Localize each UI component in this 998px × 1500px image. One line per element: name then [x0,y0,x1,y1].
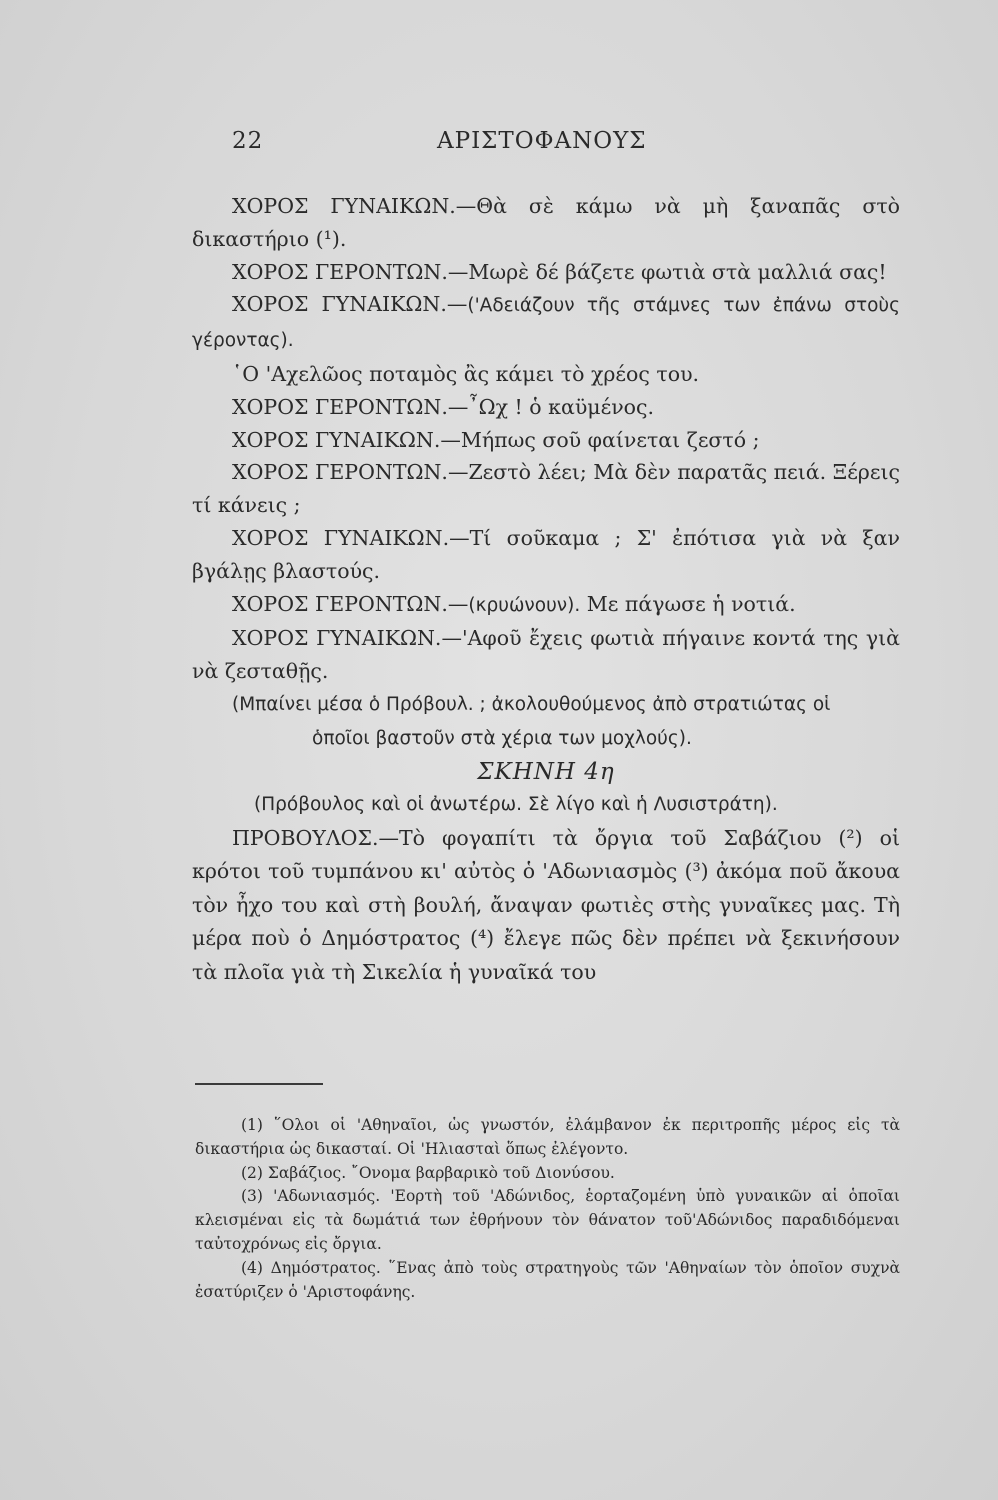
dialogue-line: ΧΟΡΟΣ ΓΕΡΟΝΤΩΝ.—Μωρὲ δέ βάζετε φωτιὰ στὰ μαλλιά σας! [232,259,887,284]
inline-stage-direction: (κρυώνουν). [468,594,581,616]
speaker-name: ΧΟΡΟΣ ΓΥΝΑΙΚΩΝ.— [232,292,468,317]
stage-direction-line2: ὁποῖοι βαστοῦν στὰ χέρια των μοχλούς). [312,727,692,749]
dialogue-line: ΧΟΡΟΣ ΓΥΝΑΙΚΩΝ.—Μήπως σοῦ φαίνεται ζεστό ; [232,427,760,452]
scene-stage-direction: (Πρόβουλος καὶ οἱ ἀνωτέρω. Σὲ λίγο καὶ ἡ Λυσιστράτη). [254,793,778,815]
footnotes [195,1114,900,1304]
dialogue-line: ῾Ο 'Αχελῶος ποταμὸς ἂς κάμει τὸ χρέος του. [232,361,700,386]
dialogue-line: ΧΟΡΟΣ ΓΥΝΑΙΚΩΝ.—Τί σοῦκαμα ; Σ' ἐπότισα γιὰ νὰ ξαν βγάλῃς βλαστούς. [192,525,900,583]
page-header [232,128,832,160]
running-title: ΑΡΙΣΤΟΦΑΝΟΥΣ [437,128,647,154]
footnote: (1) ῞Ολοι οἱ 'Αθηναῖοι, ὡς γνωστόν, ἐλάμβανον ἐκ περιτροπῆς μέρος εἰς τὰ δικαστήρια ὡς δικασταί. Οἱ 'Ηλιασταὶ ὅπως ἐλέγοντο. [195,1116,900,1158]
main-text [192,190,900,989]
dialogue-line: ΧΟΡΟΣ ΓΕΡΟΝΤΩΝ.—Ζεστὸ λέει; Μὰ δὲν παρατᾶς πειά. Ξέρεις τί κάνεις ; [192,460,900,518]
footnote: (4) Δημόστρατος. ῞Ενας ἀπὸ τοὺς στρατηγοὺς τῶν 'Αθηναίων τὸν ὁποῖον συχνὰ ἐσατύριζεν ὁ 'Αριστοφάνης. [195,1258,900,1301]
prose-paragraph: ΠΡΟΒΟΥΛΟΣ.—Τὸ φογαπίτι τὰ ὄργια τοῦ Σαβάζιου (²) οἱ κρότοι τοῦ τυμπάνου κι' αὐτὸς ὁ 'Αδωνιασμὸς (³) ἀκόμα ποῦ ἄκουα τὸν ἦχο του καὶ στὴ βουλή, ἄναψαν φωτιὲς στὴς γυναῖκες μας. Τὴ μέρα ποὺ ὁ Δημόστρατος (⁴) ἔλεγε πῶς δὲν πρέπει νὰ ξεκινήσουν τὰ πλοῖα γιὰ τὴ Σικελία ἡ γυναῖκά του [192,825,900,984]
stage-direction [192,688,900,756]
dialogue-rest: Με πάγωσε ἡ νοτιά. [580,591,796,616]
dialogue-line [192,288,900,358]
inline-stage-direction: ('Αδειάζουν τῆς στάμνες των ἐπάνω στοὺς γέροντας). [192,295,900,352]
dialogue-line: ΧΟΡΟΣ ΓΥΝΑΙΚΩΝ.—Θὰ σὲ κάμω νὰ μὴ ξαναπᾶς στὸ δικαστήριο (¹). [192,194,900,251]
footnote: (3) 'Αδωνιασμός. 'Εορτὴ τοῦ 'Αδώνιδος, ἑορταζομένη ὑπὸ γυναικῶν αἱ ὁποῖαι κλεισμέναι εἰς τὰ δωμάτιά των ἐθρήνουν τὸν θάνατον τοῦ'Αδώνιδος παραδιδόμεναι ταὐτοχρόνως εἰς ὄργια. [195,1187,900,1253]
page-number: 22 [232,128,264,154]
dialogue-line [192,588,900,623]
footnote-divider [195,1083,323,1085]
speaker-name: ΧΟΡΟΣ ΓΕΡΟΝΤΩΝ.— [232,591,469,616]
dialogue-line: ΧΟΡΟΣ ΓΕΡΟΝΤΩΝ.—῏Ωχ ! ὁ καϋμένος. [232,394,655,419]
scene-title: ΣΚΗΝΗ 4η [477,758,615,785]
stage-direction-line1: (Μπαίνει μέσα ὁ Πρόβουλ. ; ἀκολουθούμενος ἀπὸ στρατιώτας οἱ [232,693,831,715]
footnote: (2) Σαβάζιος. ῎Ονομα βαρβαρικὸ τοῦ Διονύσου. [241,1163,615,1182]
dialogue-line: ΧΟΡΟΣ ΓΥΝΑΙΚΩΝ.—'Αφοῦ ἔχεις φωτιὰ πήγαινε κοντά της γιὰ νὰ ζεσταθῇς. [192,626,900,684]
